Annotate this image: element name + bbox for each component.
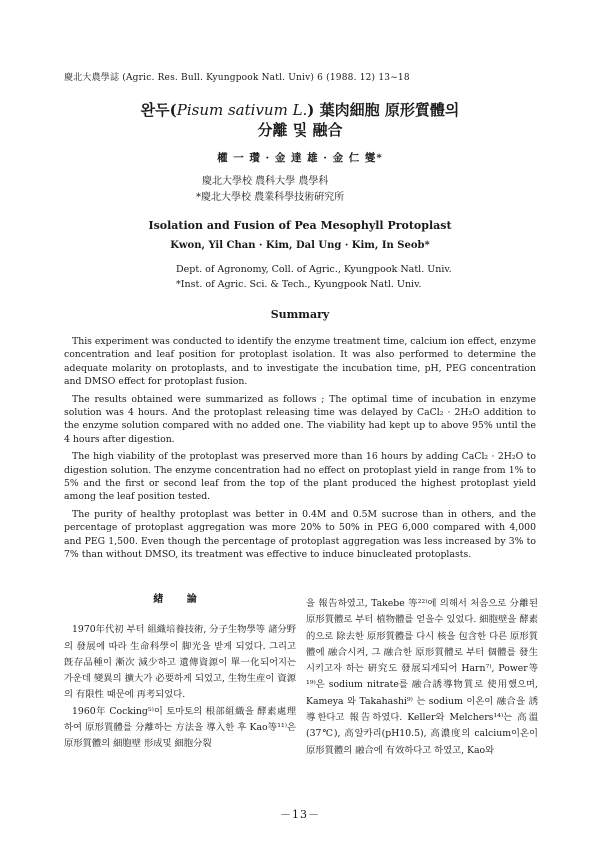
korean-affiliation: 慶北大學校 農科大學 農學科 bbox=[202, 176, 329, 187]
korean-title-line2: 分離 및 融合 bbox=[257, 121, 343, 139]
korean-title bbox=[0, 100, 600, 140]
english-affiliation: Dept. of Agronomy, Coll. of Agric., Kyungpook Natl. Univ. bbox=[176, 264, 452, 275]
intro-heading: 緖 論 bbox=[153, 594, 207, 605]
summary-heading: Summary bbox=[270, 308, 330, 321]
korean-affiliation: *慶北大學校 農業科學技術硏究所 bbox=[196, 192, 345, 203]
intro-paragraph: 1960年 Cocking⁵⁾이 토마토의 根部組織을 酵素處理하여 原形質體를 分離하는 方法을 導入한 후 Kao等¹¹⁾은 原形質體의 細胞壁 形成및 細胞分裂 bbox=[64, 705, 296, 750]
summary-paragraph: The results obtained were summarized as follows ; The optimal time of incubation in enzyme solution was 4 hours. And the protoplast releasing time was delayed by CaCl₂ · 2H₂O addition to the enzyme solution compared with no added one. The viability had kept up to above 95% until the 4 hours after digestion. bbox=[64, 393, 536, 445]
intro-paragraph: 1970年代初 부터 組織培養技術, 分子生物學等 諸分野의 發展에 따라 生命科學이 脚光을 받게 되었다. 그리고 旣存品種이 漸次 減少하고 遺傳資源이 單一化되어지는 가운데 變異의 擴大가 必要하게 되었고, 生物生産이 資源의 有限性 때문에 再考되었다. bbox=[64, 624, 296, 701]
title-prefix: 완두( bbox=[140, 101, 177, 119]
right-column bbox=[306, 596, 538, 759]
scientific-name: Pisum sativum L. bbox=[176, 101, 308, 119]
english-title: Isolation and Fusion of Pea Mesophyll Protoplast bbox=[148, 219, 452, 232]
left-column bbox=[64, 592, 296, 753]
english-authors: Kwon, Yil Chan · Kim, Dal Ung · Kim, In Seob* bbox=[170, 240, 430, 251]
page-number: －13－ bbox=[280, 808, 320, 821]
korean-affiliations bbox=[196, 174, 344, 206]
summary-body bbox=[64, 335, 536, 566]
english-affiliation: *Inst. of Agric. Sci. & Tech., Kyungpook Natl. Univ. bbox=[176, 279, 422, 290]
intro-paragraph-continued: 을 報告하였고, Takebe 等²²⁾에 의해서 처음으로 分離된 原形質體로 부터 植物體를 얻을수 있었다. 細胞壁을 酵素的으로 除去한 原形質體를 다시 核을 包含한 다른 原形質體에 融合시켜, 그 融合한 原形質體로 부터 個體를 發生시키고자 하는 硏究도 發展되게되어 Harn⁷⁾, Power等¹⁹⁾은 sodium nitrate를 融合誘導物質로 使用했으며, Kameya 와 Takahashi⁹⁾ 는 sodium 이온이 融合을 誘導한다고 報告하였다. Keller와 Melchers¹⁴⁾는 高溫(37℃), 高알카리(pH10.5), 高濃度의 calcium이온이 原形質體의 融合에 有效하다고 하였고, Kao와 bbox=[306, 598, 538, 756]
title-suffix: ) 葉肉細胞 原形質體의 bbox=[307, 101, 460, 119]
summary-paragraph: The purity of healthy protoplast was better in 0.4M and 0.5M sucrose than in others, and the percentage of protoplast aggregation was more 20% to 50% in PEG 6,000 compared with 4,000 and PEG 1,500. Even though the percentage of protoplast aggregation was less increased by 3% to 7% than without DMSO, its treatment was effective to induce binucleated protoplasts. bbox=[64, 508, 536, 561]
summary-paragraph: This experiment was conducted to identify the enzyme treatment time, calcium ion effect, enzyme concentration and leaf position for protoplast isolation. It was also performed to determine the adequate molarity on protoplasts, and to investigate the incubation time, pH, PEG concentration and DMSO effect for protoplast fusion. bbox=[64, 336, 536, 388]
korean-authors: 權 一 瓚 · 金 達 雄 · 金 仁 燮* bbox=[217, 152, 383, 164]
english-affiliations bbox=[176, 262, 452, 292]
korean-title-line1 bbox=[0, 100, 600, 120]
summary-paragraph: The high viability of the protoplast was preserved more than 16 hours by adding CaCl₂ · 2H₂O to digestion solution. The enzyme concentration had no effect on protoplast yield in range from 1% to 5% and the first or second leaf from the top of the plant produced the highest protoplast yield among the leaf position tested. bbox=[64, 451, 536, 503]
journal-citation: 慶北大農學誌 (Agric. Res. Bull. Kyungpook Natl. Univ) 6 (1988. 12) 13∼18 bbox=[64, 73, 410, 83]
